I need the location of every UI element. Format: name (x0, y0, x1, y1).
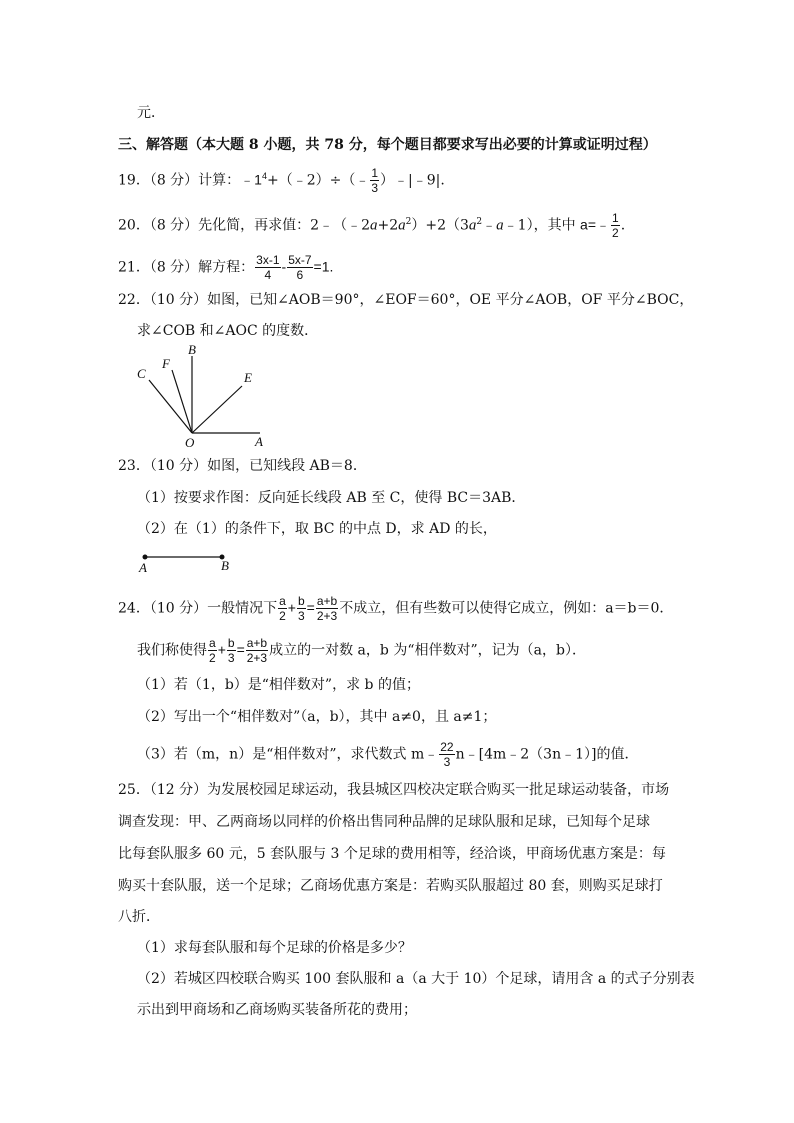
ray-OE (192, 386, 242, 433)
segment-figure (135, 548, 245, 574)
question-24-line1: 24．（10 分）一般情况下 $\frac{a}{2}$ + $\frac{b}{3}$ = $\frac{a+b}{2+3}$ 不成立，但有些数可以使得它成立，例如：a＝b＝0． (118, 594, 674, 623)
question-24-line2: 我们称使得 $\frac{a}{2}$ + $\frac{b}{3}$ = $\frac{a+b}{2+3}$ 成立的一对数 a，b 为“相伴数对”，记为（a，b）． (137, 636, 586, 665)
label-B: B (221, 558, 229, 573)
q20-fraction: $\frac{1}{2}$ (612, 211, 619, 240)
label-O: O (185, 435, 195, 450)
question-22-line2: 求∠COB 和∠AOC 的度数． (137, 323, 319, 339)
question-23-line1: 23．（10 分）如图，已知线段 AB＝8． (118, 458, 367, 474)
label-E: E (244, 370, 252, 385)
question-24-part1: （1）若（1，b）是“相伴数对”，求 b 的值； (137, 677, 420, 693)
label-C: C (137, 366, 146, 381)
q21-fraction-1: $\frac{3x-1}{4}$ (256, 253, 280, 282)
question-20: 20．（8 分）先化简，再求值：$2﹣(﹣2a+2a^2)+2(3a^2﹣a﹣1)$，其中 a=﹣ $\frac{1}{2}$ . (118, 211, 626, 240)
question-23-line3: （2）在（1）的条件下，取 BC 的中点 D，求 AD 的长， (137, 521, 497, 537)
section-header: 三、解答题（本大题 8 小题，共 78 分，每个题目都要求写出必要的计算或证明过程） (118, 137, 657, 153)
question-25-line2: 调查发现：甲、乙两商场以同样的价格出售同种品牌的足球队服和足球，已知每个足球 (118, 814, 650, 830)
question-25-part1: （1）求每套队服和每个足球的价格是多少？ (137, 940, 412, 956)
question-25-part3: 示出到甲商场和乙商场购买装备所花的费用； (137, 1002, 417, 1018)
point-A (143, 555, 148, 560)
label-F: F (162, 356, 170, 371)
question-21: 21．（8 分）解方程： $\frac{3x-1}{4}$ - $\frac{5x-7}{6}$ =1. (118, 253, 334, 282)
question-25-line5: 八折． (118, 909, 160, 925)
question-25-line1: 25．（12 分）为发展校园足球运动，我县城区四校决定联合购买一批足球运动装备，市场 (118, 782, 670, 798)
angle-figure (132, 340, 272, 450)
question-22-line1: 22．（10 分）如图，已知∠AOB＝90°，∠EOF＝60°，OE 平分∠AOB，OF 平分∠BOC， (118, 292, 694, 308)
question-19: 19．（8 分）计算：$﹣1^4+(﹣2)\div(﹣$ $\frac{1}{3}$ ）﹣|﹣9|. (118, 166, 445, 195)
ray-OF (172, 370, 192, 433)
label-A: A (255, 434, 263, 449)
question-25-line3: 比每套队服多 60 元，5 套队服与 3 个足球的费用相等，经洽谈，甲商场优惠方案是：每 (118, 846, 666, 862)
question-24-part2: （2）写出一个“相伴数对”（a，b），其中 a≠0，且 a≠1； (137, 709, 497, 725)
previous-answer-tail: 元． (137, 105, 165, 121)
q19-label: 19．（8 分）计算： (118, 172, 241, 189)
label-B: B (188, 342, 196, 357)
question-23-line2: （1）按要求作图：反向延长线段 AB 至 C，使得 BC＝3AB． (137, 490, 526, 506)
q19-fraction: $\frac{1}{3}$ (371, 166, 379, 195)
question-25-part2: （2）若城区四校联合购买 100 套队服和 a（a 大于 10）个足球，请用含 a 的式子分别表 (137, 971, 695, 987)
ray-OC (149, 380, 192, 433)
label-A: A (139, 560, 147, 574)
question-24-part3: （3）若（m，n）是“相伴数对”，求代数式 m﹣ $\frac{22}{3}$ n﹣[4m﹣2（3n﹣1）]的值． (137, 740, 639, 769)
question-25-line4: 购买十套队服，送一个足球；乙商场优惠方案是：若购买队服超过 80 套，则购买足球打 (118, 878, 663, 894)
q21-fraction-2: $\frac{5x-7}{6}$ (288, 253, 312, 282)
